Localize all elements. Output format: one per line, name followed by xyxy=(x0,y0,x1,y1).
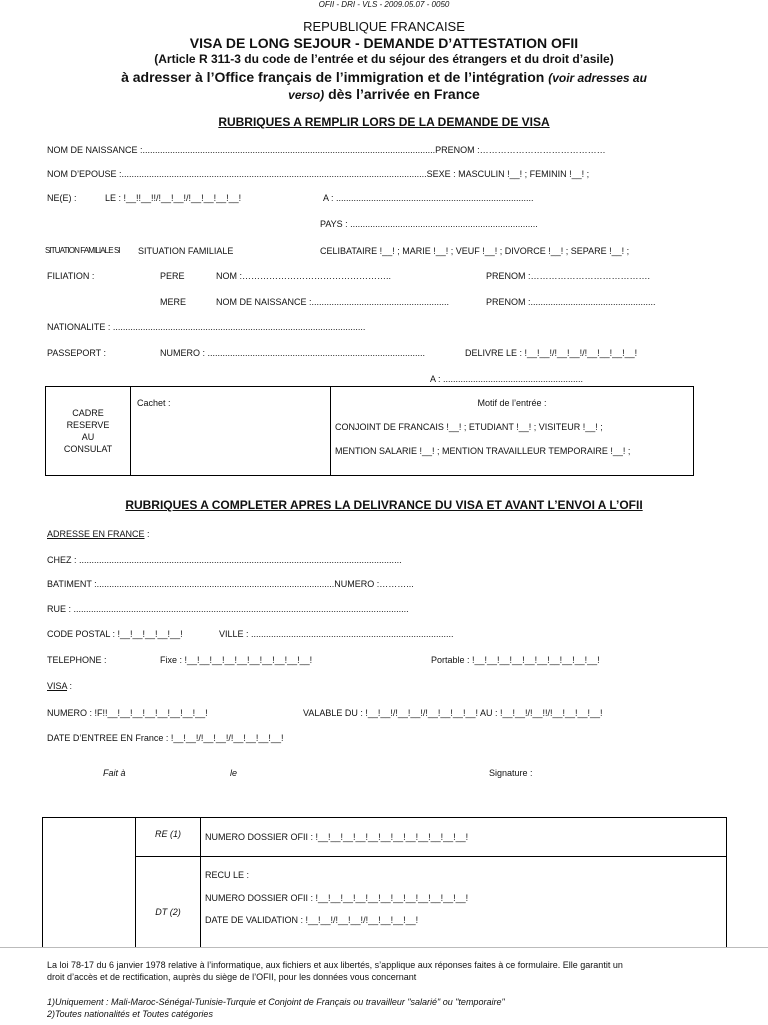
entry-reason-options-1[interactable]: CONJOINT DE FRANCAIS !__! ; ETUDIANT !__! ; VISITEUR !__! ; xyxy=(335,422,603,432)
address-line-1 xyxy=(0,69,768,85)
birth-date-field[interactable]: LE : !__!!__!!/!__!__!/!__!__!__!__! xyxy=(105,193,242,203)
consulate-reserved-label xyxy=(46,387,131,476)
situation-overlap-text: SITUATION FAMILIALE SI xyxy=(45,246,120,255)
ofii-reserved-box xyxy=(42,817,727,967)
building-number-field[interactable]: BATIMENT :...............................................................................................NUMERO :………... xyxy=(47,579,414,589)
ofii-blank-cell xyxy=(43,818,136,967)
re-dossier-number[interactable]: NUMERO DOSSIER OFII : !__!__!__!__!__!__!__!__!__!__!__!__! xyxy=(205,832,469,842)
visa-label-text: VISA xyxy=(47,681,68,691)
law-notice-line-2: droit d’accès et de rectification, auprès du siège de l’OFII, pour les données vous concernant xyxy=(47,972,417,982)
father-label: PERE xyxy=(160,271,185,281)
done-at-field[interactable]: Fait à xyxy=(103,768,126,778)
law-notice-line-1: La loi 78-17 du 6 janvier 1978 relative à l’informatique, aux fichiers et aux libertés, s’applique aux réponses faites à ce formulaire. Elle garantit un xyxy=(47,960,623,970)
father-name-field[interactable]: NOM :………………………………………….. xyxy=(216,271,391,281)
entry-reason-options-2[interactable]: MENTION SALARIE !__! ; MENTION TRAVAILLEUR TEMPORAIRE !__! ; xyxy=(335,446,631,456)
nationality-field[interactable]: NATIONALITE : ..................................................................................................... xyxy=(47,322,366,332)
landline-field[interactable]: Fixe : !__!__!__!__!__!__!__!__!__!__! xyxy=(160,655,313,665)
visa-colon: : xyxy=(67,681,73,691)
stamp-cell[interactable] xyxy=(131,387,331,476)
passport-issue-date-field[interactable]: DELIVRE LE : !__!__!/!__!__!/!__!__!__!__! xyxy=(465,348,638,358)
re-label: RE (1) xyxy=(154,829,181,839)
date-signed-field[interactable]: le xyxy=(230,768,238,778)
validation-date-field[interactable]: DATE DE VALIDATION : !__!__!/!__!__!/!__!__!__!__! xyxy=(205,915,419,925)
birth-country-field[interactable]: PAYS : ........................................................................... xyxy=(320,219,538,229)
signature-field[interactable]: Signature : xyxy=(489,768,533,778)
postal-code-field[interactable]: CODE POSTAL : !__!__!__!__!__! xyxy=(47,629,183,639)
dt-dossier-number[interactable]: NUMERO DOSSIER OFII : !__!__!__!__!__!__!__!__!__!__!__!__! xyxy=(205,893,469,903)
visa-number-field[interactable]: NUMERO : !F!!__!__!__!__!__!__!__!__! xyxy=(47,708,208,718)
footnote-2: 2)Toutes nationalités et Toutes catégories xyxy=(47,1009,213,1019)
visa-validity-field[interactable]: VALABLE DU : !__!__!/!__!__!/!__!__!__!__! AU : !__!__!/!__!!/!__!__!__!__! xyxy=(303,708,603,718)
au-word: AU xyxy=(81,432,95,442)
section-visa-request-title: RUBRIQUES A REMPLIR LORS DE LA DEMANDE DE VISA xyxy=(218,115,550,129)
born-label: NE(E) : xyxy=(47,193,77,203)
republic-heading: REPUBLIQUE FRANCAISE xyxy=(303,19,465,34)
cadre-word: CADRE xyxy=(72,408,104,418)
father-firstname-field[interactable]: PRENOM :…………………………………. xyxy=(486,271,651,281)
re-dossier-cell[interactable] xyxy=(201,818,727,857)
entry-reason-title: Motif de l’entrée : xyxy=(477,398,547,408)
consulat-word: CONSULAT xyxy=(63,444,113,454)
reserve-word: RESERVE xyxy=(66,420,110,430)
telephone-label: TELEPHONE : xyxy=(47,655,107,665)
marital-status-label: SITUATION FAMILIALE xyxy=(138,246,234,256)
address-italic-b: verso) xyxy=(288,88,325,102)
filiation-label: FILIATION : xyxy=(47,271,95,281)
birth-place-field[interactable]: A : ............................................................................... xyxy=(323,193,534,203)
consulate-reserved-box xyxy=(45,386,694,476)
section-after-visa-title: RUBRIQUES A COMPLETER APRES LA DELIVRANCE DU VISA ET AVANT L’ENVOI A L’OFII xyxy=(125,498,643,512)
footnote-1: 1)Uniquement : Mali-Maroc-Sénégal-Tunisie-Turquie et Conjoint de Français ou travailleur "salarié" ou "temporaire" xyxy=(47,997,505,1007)
address-text-b: dès l’arrivée en France xyxy=(328,86,480,102)
mother-firstname-field[interactable]: PRENOM :.................................................. xyxy=(486,297,656,307)
address-in-france-label xyxy=(47,529,150,539)
form-title: VISA DE LONG SEJOUR - DEMANDE D’ATTESTATION OFII xyxy=(189,35,579,51)
address-italic-a: (voir adresses au xyxy=(548,71,647,85)
address-text-a: à adresser à l’Office français de l’immigration et de l’intégration xyxy=(121,69,545,85)
re-label-cell xyxy=(136,818,201,857)
passport-number-field[interactable]: NUMERO : ....................................................................................... xyxy=(160,348,426,358)
city-field[interactable]: VILLE : ................................................................................. xyxy=(219,629,454,639)
stamp-label: Cachet : xyxy=(137,398,171,408)
visa-label xyxy=(47,681,72,691)
address-line-2 xyxy=(0,86,768,102)
received-date-field[interactable]: RECU LE : xyxy=(205,870,250,880)
mother-birth-name-field[interactable]: NOM DE NAISSANCE :....................................................... xyxy=(216,297,450,307)
marital-status-options[interactable]: CELIBATAIRE !__! ; MARIE !__! ; VEUF !__! ; DIVORCE !__! ; SEPARE !__! ; xyxy=(320,246,630,256)
mother-label: MERE xyxy=(160,297,187,307)
passport-label: PASSEPORT : xyxy=(47,348,107,358)
address-label-text: ADRESSE EN FRANCE xyxy=(47,529,145,539)
birth-name-field[interactable]: NOM DE NAISSANCE :.....................................................................................................................PRENOM :…………………………………… xyxy=(47,145,606,155)
dt-label: DT (2) xyxy=(155,906,181,917)
street-field[interactable]: RUE : ...................................................................................................................................... xyxy=(47,604,409,614)
married-name-field[interactable]: NOM D’EPOUSE :..........................................................................................................................SEXE : MASCULIN !__! ; FEMININ !__! ; xyxy=(47,169,590,179)
article-reference: (Article R 311-3 du code de l’entrée et du séjour des étrangers et du droit d’asile) xyxy=(154,52,614,66)
form-reference: OFII - DRI - VLS - 2009.05.07 - 0050 xyxy=(318,0,450,9)
mobile-field[interactable]: Portable : !__!__!__!__!__!__!__!__!__!__! xyxy=(431,655,600,665)
passport-issue-place-field[interactable]: A : ........................................................ xyxy=(430,374,584,384)
care-of-field[interactable]: CHEZ : ................................................................................................................................. xyxy=(47,555,402,565)
footer xyxy=(0,947,768,1025)
address-colon: : xyxy=(144,529,150,539)
entry-reason-cell xyxy=(331,387,694,476)
entry-date-field[interactable]: DATE D’ENTREE EN France : !__!__!/!__!__!/!__!__!__!__! xyxy=(47,733,284,743)
